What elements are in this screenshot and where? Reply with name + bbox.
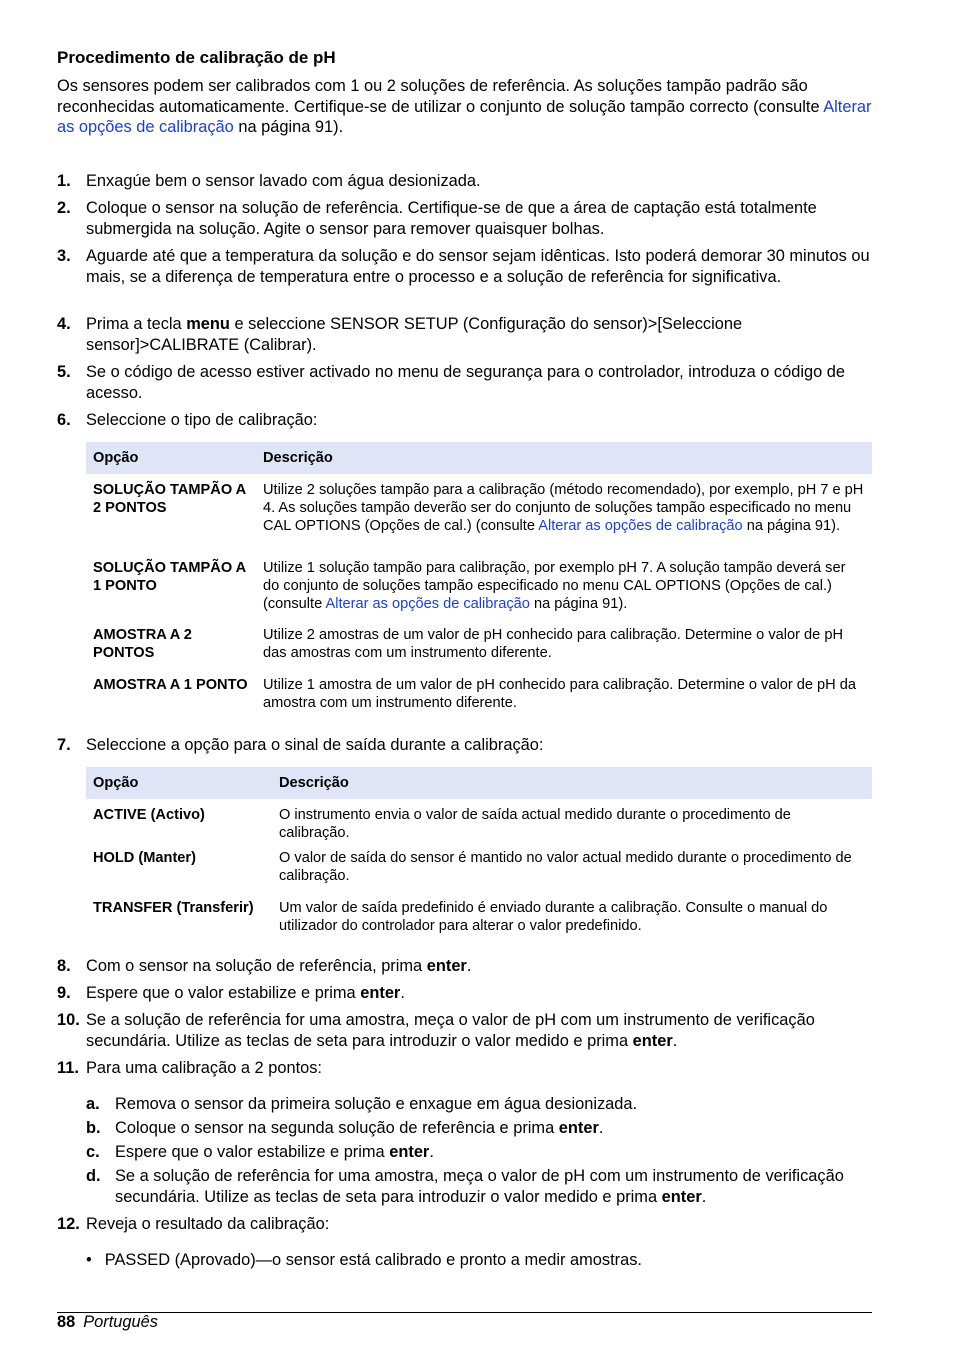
step-number: 4. xyxy=(57,315,71,333)
calibration-type-table xyxy=(86,442,872,712)
menu-key: menu xyxy=(186,315,230,333)
step-text: Prima a tecla menu e seleccione SENSOR SETUP (Configuração do sensor)>[Seleccione sensor]>CALIBRATE (Calibrar). xyxy=(86,315,743,354)
option-cell: TRANSFER (Transferir) xyxy=(93,900,254,916)
calibration-options-link[interactable]: Alterar as opções de calibração xyxy=(538,518,743,534)
step-number: 11. xyxy=(57,1059,79,1077)
step-number: 7. xyxy=(57,736,71,754)
step-number: 5. xyxy=(57,363,71,381)
enter-key: enter xyxy=(632,1031,673,1050)
table-header-row xyxy=(86,442,872,474)
page-footer xyxy=(57,1312,158,1332)
intro-text-end: na página 91). xyxy=(233,118,344,136)
description-cell: Um valor de saída predefinido é enviado durante a calibração. Consulte o manual do utilizador do controlador para alterar o valor predefinido. xyxy=(279,900,828,934)
option-cell: AMOSTRA A 1 PONTO xyxy=(93,677,248,693)
step-number: 10. xyxy=(57,1011,80,1029)
substep-letter: d. xyxy=(86,1167,101,1185)
step-number: 8. xyxy=(57,957,71,975)
description-cell: Utilize 1 amostra de um valor de pH conhecido para calibração. Determine o valor de pH da amostra com um instrumento diferente. xyxy=(263,677,856,711)
table-row xyxy=(86,849,872,899)
step-text: Se a solução de referência for uma amostra, meça o valor de pH com um instrumento de verificação secundária. Utilize as teclas de seta para introduzir o valor medido e prima enter. xyxy=(86,1011,815,1050)
option-cell: SOLUÇÃO TAMPÃO A 2 PONTOS xyxy=(93,482,246,516)
substep-letter: b. xyxy=(86,1119,101,1137)
enter-key: enter xyxy=(389,1143,430,1161)
footer-language: Português xyxy=(83,1313,158,1331)
substep-letter: c. xyxy=(86,1143,100,1161)
enter-key: enter xyxy=(661,1187,702,1206)
step-number: 12. xyxy=(57,1215,80,1233)
calibration-options-link[interactable]: Alterar as opções de calibração xyxy=(325,596,530,612)
enter-key: enter xyxy=(426,957,467,975)
column-header-description: Descrição xyxy=(256,442,872,474)
step-text: Coloque o sensor na solução de referência. Certifique-se de que a área de captação está totalmente submergida na solução. Agite o sensor para remover quaisquer bolhas. xyxy=(86,199,817,238)
description-cell: O valor de saída do sensor é mantido no valor actual medido durante o procedimento de calibração. xyxy=(279,850,852,884)
step-text: Para uma calibração a 2 pontos: xyxy=(86,1059,322,1077)
intro-paragraph xyxy=(57,76,872,138)
step-text: Reveja o resultado da calibração: xyxy=(86,1215,330,1233)
step-text: Aguarde até que a temperatura da solução e do sensor sejam idênticas. Isto poderá demorar 30 minutos ou mais, se a diferença de temperatura entre o processo e a solução de referência for significativa. xyxy=(86,247,870,286)
table-row xyxy=(86,676,872,712)
step-text: Seleccione o tipo de calibração: xyxy=(86,411,318,429)
output-signal-table xyxy=(86,767,872,935)
step-number: 2. xyxy=(57,199,71,217)
footer-divider xyxy=(57,1312,872,1313)
step-number: 3. xyxy=(57,247,71,265)
step-text: Com o sensor na solução de referência, prima enter. xyxy=(86,957,472,975)
step-text: Seleccione a opção para o sinal de saída durante a calibração: xyxy=(86,736,544,754)
step-text: Enxagúe bem o sensor lavado com água desionizada. xyxy=(86,172,481,190)
option-cell: SOLUÇÃO TAMPÃO A 1 PONTO xyxy=(93,560,246,594)
intro-text: Os sensores podem ser calibrados com 1 ou 2 soluções de referência. As soluções tampão padrão são reconhecidas automaticamente. Certifique-se de utilizar o conjunto de solução tampão correcto (consulte xyxy=(57,77,824,116)
substep-text: Se a solução de referência for uma amostra, meça o valor de pH com um instrumento de verificação secundária. Utilize as teclas de seta para introduzir o valor medido e prima enter. xyxy=(115,1167,844,1206)
column-header-description: Descrição xyxy=(272,767,872,799)
option-cell: AMOSTRA A 2 PONTOS xyxy=(93,627,192,661)
table-row xyxy=(86,474,872,559)
enter-key: enter xyxy=(558,1119,599,1137)
step-number: 6. xyxy=(57,411,71,429)
bullet-icon: • xyxy=(86,1251,92,1269)
substep-text: Remova o sensor da primeira solução e enxague em água desionizada. xyxy=(115,1095,638,1113)
step-text: Se o código de acesso estiver activado no menu de segurança para o controlador, introduza o código de acesso. xyxy=(86,363,846,402)
description-cell: O instrumento envia o valor de saída actual medido durante o procedimento de calibração. xyxy=(279,807,791,841)
substep-text: Espere que o valor estabilize e prima enter. xyxy=(115,1143,434,1161)
step-number: 9. xyxy=(57,984,71,1002)
table-row xyxy=(86,559,872,626)
table-row xyxy=(86,899,872,935)
substep-text: Coloque o sensor na segunda solução de referência e prima enter. xyxy=(115,1119,604,1137)
step-number: 1. xyxy=(57,172,71,190)
option-cell: HOLD (Manter) xyxy=(93,850,196,866)
result-bullet xyxy=(86,1250,642,1271)
section-heading: Procedimento de calibração de pH xyxy=(57,48,336,67)
calibration-options-link[interactable]: Alterar as opções de calibração xyxy=(57,97,872,136)
column-header-option: Opção xyxy=(86,767,272,799)
table-header-row xyxy=(86,767,872,799)
description-cell: Utilize 2 amostras de um valor de pH conhecido para calibração. Determine o valor de pH das amostras com um instrumento diferente. xyxy=(263,627,843,661)
step-text: Espere que o valor estabilize e prima enter. xyxy=(86,984,405,1002)
option-cell: ACTIVE (Activo) xyxy=(93,807,205,823)
enter-key: enter xyxy=(360,984,401,1002)
substep-letter: a. xyxy=(86,1095,100,1113)
page-number: 88 xyxy=(57,1313,76,1331)
table-row xyxy=(86,799,872,849)
table-row xyxy=(86,626,872,676)
description-cell: Utilize 1 solução tampão para calibração, por exemplo pH 7. A solução tampão deverá ser do conjunto de soluções tampão especificado no menu CAL OPTIONS (Opções de cal.) (consulte Alterar as opções de calibração na página 91). xyxy=(263,560,846,612)
column-header-option: Opção xyxy=(86,442,256,474)
description-cell: Utilize 2 soluções tampão para a calibração (método recomendado), por exemplo, pH 7 e pH 4. As soluções tampão deverão ser do conjunto de soluções tampão especificado no menu CAL OPTIONS (Opções de cal.) (consulte Alterar as opções de calibração na página 91). xyxy=(263,482,864,534)
bullet-text: PASSED (Aprovado)—o sensor está calibrado e pronto a medir amostras. xyxy=(104,1251,642,1269)
